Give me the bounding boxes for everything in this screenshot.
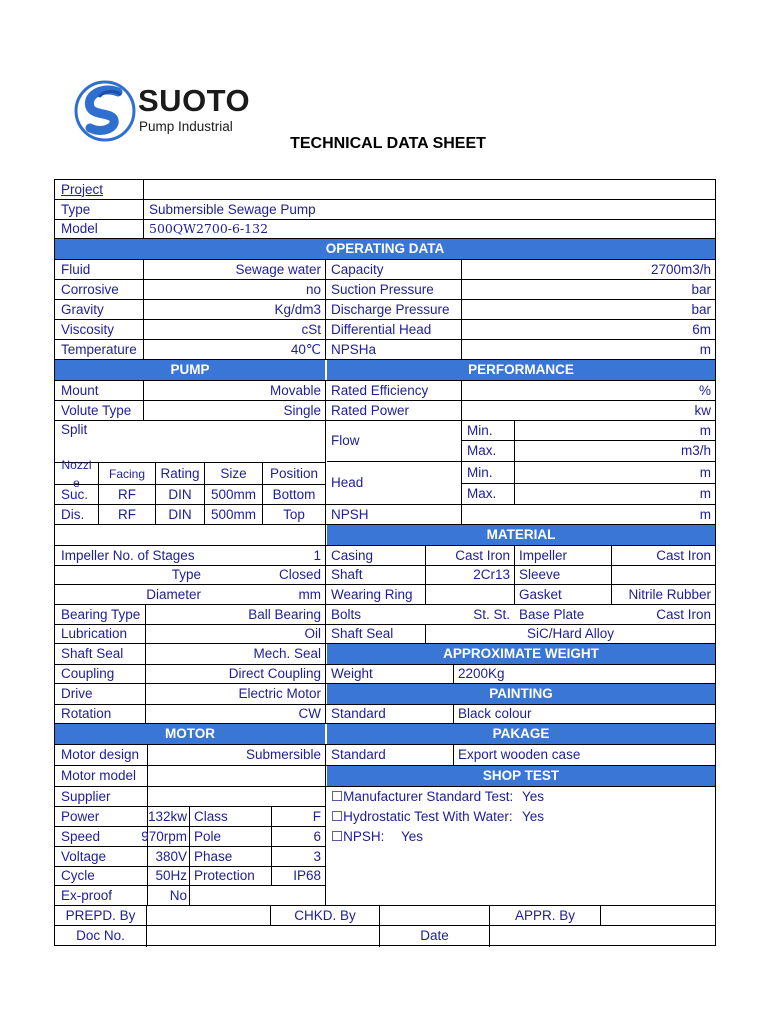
head-max-label: Max. <box>467 486 497 502</box>
weight-value: 2200Kg <box>458 666 505 682</box>
discharge-pressure-label: Discharge Pressure <box>331 301 450 317</box>
differential-head-label: Differential Head <box>331 321 432 337</box>
temperature-value: 40℃ <box>290 341 321 357</box>
volute-type-label: Volute Type <box>61 402 132 418</box>
speed-label: Speed <box>61 828 101 844</box>
lubrication-value: Oil <box>304 626 321 642</box>
material-shaft-seal-label: Shaft Seal <box>331 626 394 642</box>
capacity-value: 2700m3/h <box>650 261 711 277</box>
suoto-swirl-icon <box>74 80 136 142</box>
mount-label: Mount <box>61 382 99 398</box>
prepared-by-value[interactable] <box>147 906 270 925</box>
size-header: Size <box>220 465 247 481</box>
gasket-label: Gasket <box>519 586 562 602</box>
approved-by-value[interactable] <box>601 906 715 925</box>
nozzle-header-line1: Nozzl <box>61 457 92 472</box>
checked-by-value[interactable] <box>380 906 489 925</box>
type-value: Submersible Sewage Pump <box>149 201 316 217</box>
shop-test-item-npsh[interactable]: ☐NPSH: <box>331 829 385 845</box>
voltage-label: Voltage <box>61 848 107 864</box>
prepared-by-label: PREPD. By <box>65 907 136 923</box>
document-title: TECHNICAL DATA SHEET <box>290 135 486 152</box>
npsha-label: NPSHa <box>331 341 377 357</box>
temperature-label: Temperature <box>61 341 137 357</box>
pole-value: 6 <box>313 828 321 844</box>
head-label: Head <box>331 475 364 491</box>
weight-label: Weight <box>331 666 373 682</box>
bearing-type-label: Bearing Type <box>61 606 141 622</box>
material-header: MATERIAL <box>327 525 715 545</box>
volute-type-value: Single <box>283 402 321 418</box>
supplier-label: Supplier <box>61 788 111 804</box>
model-value: 500QW2700-6-132 <box>149 220 269 236</box>
npsh-value: m <box>699 506 711 522</box>
model-label: Model <box>61 221 98 237</box>
npsh-label: NPSH <box>331 506 369 522</box>
capacity-label: Capacity <box>331 261 384 277</box>
impeller-type-value: Closed <box>278 567 321 583</box>
nozzle-header-line2: e <box>73 475 80 490</box>
brand-subtitle: Pump Industrial <box>139 119 233 134</box>
discharge-position: Top <box>283 506 305 522</box>
casing-value: Cast Iron <box>455 547 510 563</box>
phase-value: 3 <box>313 848 321 864</box>
lubrication-label: Lubrication <box>61 626 128 642</box>
package-standard-label: Standard <box>331 747 386 763</box>
viscosity-value: cSt <box>301 321 321 337</box>
gasket-value: Nitrile Rubber <box>628 586 711 602</box>
shop-test-item-hydrostatic[interactable]: ☐Hydrostatic Test With Water: <box>331 809 513 825</box>
nozzle-header <box>55 457 98 490</box>
bolts-label: Bolts <box>331 606 362 622</box>
painting-standard-label: Standard <box>331 706 386 722</box>
rated-power-value: kw <box>694 402 711 418</box>
ex-proof-label: Ex-proof <box>61 887 113 903</box>
cycle-value: 50Hz <box>155 868 187 884</box>
flow-max-value: m3/h <box>680 442 711 458</box>
rating-header: Rating <box>160 465 200 481</box>
impeller-stages-label: Impeller No. of Stages <box>61 547 195 563</box>
wearing-ring-value <box>426 585 514 604</box>
facing-header: Facing <box>108 466 146 481</box>
doc-no-value[interactable] <box>147 926 379 946</box>
impeller-material-value: Cast Iron <box>656 547 711 563</box>
wearing-ring-label: Wearing Ring <box>331 586 413 602</box>
shop-test-value-npsh: Yes <box>401 829 424 845</box>
motor-power-label: Power <box>61 808 100 824</box>
differential-head-value: 6m <box>692 321 711 337</box>
base-plate-label: Base Plate <box>519 606 585 622</box>
shaft-value: 2Cr13 <box>473 567 510 583</box>
gravity-value: Kg/dm3 <box>274 301 321 317</box>
pump-shaft-seal-label: Shaft Seal <box>61 646 124 662</box>
split-value <box>145 421 325 462</box>
motor-design-label: Motor design <box>61 747 140 763</box>
motor-header: MOTOR <box>55 724 325 744</box>
performance-header: PERFORMANCE <box>327 360 715 380</box>
approved-by-label: APPR. By <box>514 907 576 923</box>
motor-power-value: 132kw <box>147 808 187 824</box>
impeller-type-label: Type <box>171 567 201 583</box>
package-standard-value: Export wooden case <box>458 747 581 763</box>
suction-nozzle-label: Suc. <box>61 486 89 502</box>
flow-min-value: m <box>699 422 711 438</box>
coupling-label: Coupling <box>61 666 115 682</box>
gravity-label: Gravity <box>61 301 104 317</box>
head-min-label: Min. <box>467 464 493 480</box>
operating-data-header: OPERATING DATA <box>55 239 715 259</box>
base-plate-value: Cast Iron <box>656 606 711 622</box>
rotation-label: Rotation <box>61 706 112 722</box>
motor-model-value <box>148 766 325 786</box>
flow-max-label: Max. <box>467 442 497 458</box>
rated-efficiency-value: % <box>698 382 711 398</box>
suction-rating: DIN <box>168 486 192 502</box>
voltage-value: 380V <box>155 848 187 864</box>
pump-header: PUMP <box>55 360 325 380</box>
ex-proof-value: No <box>169 887 187 903</box>
shop-test-item-standard[interactable]: ☐Manufacturer Standard Test: <box>331 789 514 805</box>
date-label: Date <box>420 928 449 944</box>
discharge-facing: RF <box>118 506 136 522</box>
discharge-pressure-value: bar <box>691 301 711 317</box>
impeller-diameter-label: Diameter <box>146 586 201 602</box>
shop-test-value-hydrostatic: Yes <box>522 809 545 825</box>
rated-efficiency-label: Rated Efficiency <box>331 382 429 398</box>
suction-position: Bottom <box>272 486 316 502</box>
head-max-value: m <box>699 486 711 502</box>
phase-label: Phase <box>194 848 233 864</box>
speed-value: 970rpm <box>141 828 187 844</box>
sleeve-value <box>612 566 715 584</box>
fluid-label: Fluid <box>61 261 91 277</box>
checked-by-label: CHKD. By <box>294 907 356 923</box>
split-label: Split <box>61 422 88 438</box>
motor-model-label: Motor model <box>61 768 137 784</box>
casing-label: Casing <box>331 547 374 563</box>
position-header: Position <box>269 465 319 481</box>
date-value[interactable] <box>490 926 715 946</box>
sleeve-label: Sleeve <box>519 567 561 583</box>
suction-facing: RF <box>118 486 136 502</box>
protection-label: Protection <box>194 868 255 884</box>
drive-label: Drive <box>61 686 93 702</box>
weight-header: APPROXIMATE WEIGHT <box>327 644 715 664</box>
coupling-value: Direct Coupling <box>228 666 321 682</box>
flow-label: Flow <box>331 432 360 448</box>
bolts-value: St. St. <box>473 606 510 622</box>
painting-header: PAINTING <box>327 684 715 704</box>
drive-value: Electric Motor <box>238 686 321 702</box>
shop-test-header: SHOP TEST <box>327 766 715 786</box>
material-shaft-seal-value: SiC/Hard Alloy <box>526 626 615 642</box>
pump-shaft-seal-value: Mech. Seal <box>253 646 321 662</box>
rotation-value: CW <box>298 706 321 722</box>
shop-test-value-standard: Yes <box>522 789 545 805</box>
data-sheet-table <box>54 179 716 946</box>
discharge-rating: DIN <box>168 506 192 522</box>
corrosive-value: no <box>305 281 321 297</box>
suction-pressure-label: Suction Pressure <box>331 281 434 297</box>
pole-label: Pole <box>194 828 222 844</box>
project-value[interactable] <box>145 180 715 199</box>
painting-standard-value: Black colour <box>458 706 532 722</box>
suction-pressure-value: bar <box>691 281 711 297</box>
shaft-label: Shaft <box>331 567 363 583</box>
impeller-material-label: Impeller <box>519 547 568 563</box>
bearing-type-value: Ball Bearing <box>248 606 321 622</box>
viscosity-label: Viscosity <box>61 321 115 337</box>
supplier-value <box>148 787 325 806</box>
insulation-class-value: F <box>312 808 321 824</box>
discharge-size: 500mm <box>210 506 256 522</box>
fluid-value: Sewage water <box>235 261 321 277</box>
impeller-diameter-value: mm <box>298 586 321 602</box>
npsha-value: m <box>699 341 711 357</box>
discharge-nozzle-label: Dis. <box>61 506 85 522</box>
package-header: PAKAGE <box>327 724 715 744</box>
impeller-stages-value: 1 <box>313 547 321 563</box>
insulation-class-label: Class <box>194 808 228 824</box>
protection-value: IP68 <box>293 868 321 884</box>
rated-power-label: Rated Power <box>331 402 410 418</box>
motor-design-value: Submersible <box>245 747 321 763</box>
suction-size: 500mm <box>210 486 256 502</box>
mount-value: Movable <box>269 382 321 398</box>
type-label: Type <box>61 201 91 217</box>
flow-min-label: Min. <box>467 422 493 438</box>
head-min-value: m <box>699 464 711 480</box>
brand-name: SUOTO <box>138 83 251 118</box>
project-label[interactable]: Project <box>61 181 104 197</box>
corrosive-label: Corrosive <box>61 281 119 297</box>
cycle-label: Cycle <box>61 868 95 884</box>
doc-no-label: Doc No. <box>76 928 125 944</box>
